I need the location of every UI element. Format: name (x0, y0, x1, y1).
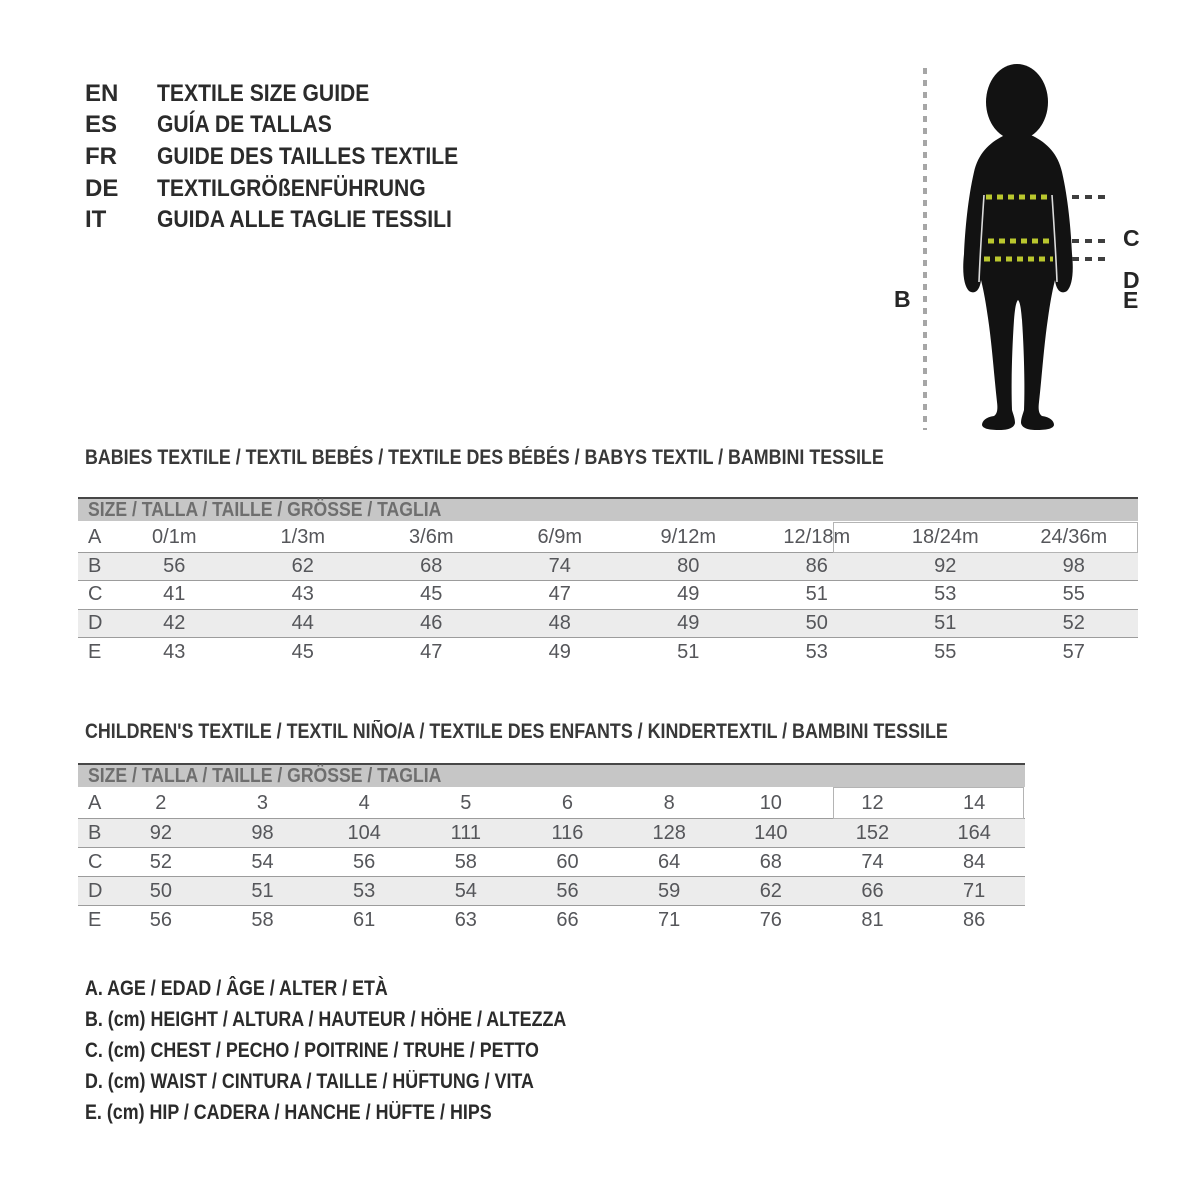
cell-value: 49 (548, 640, 571, 663)
children-selected-size-highlight (833, 787, 1024, 819)
cell-value: 53 (805, 640, 828, 663)
language-code: IT (85, 206, 107, 234)
language-code: ES (85, 111, 118, 139)
language-row (85, 173, 499, 205)
cell-value: 59 (658, 879, 681, 902)
cell-value: 53 (353, 879, 376, 902)
cell-value: 56 (556, 879, 579, 902)
cell-value: 53 (934, 583, 957, 606)
table-row (78, 609, 1138, 638)
cell-value: 128 (652, 821, 686, 844)
children-table-header (78, 763, 1025, 787)
cell-value: 60 (556, 850, 579, 873)
cell-value: 63 (454, 908, 477, 931)
cell-value: 18/24m (911, 525, 979, 548)
table-row (78, 580, 1138, 609)
babies-selected-size-highlight (833, 522, 1138, 553)
table-row (78, 637, 1138, 666)
cell-value: 50 (805, 612, 828, 635)
cell-value: 68 (759, 850, 782, 873)
language-label: GUIDE DES TAILLES TEXTILE (157, 142, 459, 170)
cell-value: 84 (963, 850, 986, 873)
child-figure (880, 40, 1180, 460)
cell-value: 6 (561, 792, 574, 814)
language-row (85, 204, 499, 236)
row-label: C (88, 583, 103, 606)
cell-value: 6/9m (537, 525, 582, 548)
children-title-text: CHILDREN'S TEXTILE / TEXTIL NIÑO/A / TEXTILE DES ENFANTS / KINDERTEXTIL / BAMBINI TESSILE (85, 720, 948, 743)
row-label: E (88, 908, 102, 931)
cell-value: 71 (658, 908, 681, 931)
cell-value: 58 (251, 908, 274, 931)
language-row (85, 141, 499, 173)
cell-value: 3/6m (409, 525, 454, 548)
language-code: EN (85, 79, 119, 107)
legend-row (85, 1036, 651, 1067)
cell-value: 47 (420, 640, 443, 663)
legend-text: D. (cm) WAIST / CINTURA / TAILLE / HÜFTUNG / VITA (85, 1069, 534, 1093)
cell-value: 104 (347, 821, 381, 844)
cell-value: 49 (677, 612, 700, 635)
cell-value: 8 (663, 792, 675, 814)
cell-value: 86 (963, 908, 986, 931)
table-row (78, 552, 1138, 581)
cell-value: 2 (155, 792, 167, 814)
legend-text: B. (cm) HEIGHT / ALTURA / HAUTEUR / HÖHE / ALTEZZA (85, 1008, 567, 1032)
cell-value: 0/1m (152, 525, 197, 548)
cell-value: 111 (450, 821, 482, 844)
measurement-legend (85, 974, 651, 1128)
waist-label: D (1123, 267, 1140, 293)
table-row (78, 905, 1025, 934)
cell-value: 47 (548, 583, 571, 606)
cell-value: 61 (353, 908, 376, 931)
cell-value: 71 (963, 879, 986, 902)
cell-value: 54 (251, 850, 274, 873)
cell-value: 46 (420, 612, 443, 635)
table-row (78, 847, 1025, 876)
cell-value: 48 (548, 612, 571, 635)
cell-value: 51 (677, 640, 700, 663)
cell-value: 24/36m (1040, 525, 1108, 548)
cell-value: 56 (149, 908, 172, 931)
child-silhouette (963, 64, 1073, 430)
cell-value: 52 (1062, 612, 1085, 635)
legend-text: A. AGE / EDAD / ÂGE / ALTER / ETÀ (85, 977, 388, 1001)
language-guide (85, 78, 499, 236)
row-label: D (88, 612, 103, 635)
language-code: FR (85, 142, 117, 170)
language-label: TEXTILE SIZE GUIDE (157, 79, 370, 107)
cell-value: 164 (957, 821, 991, 844)
cell-value: 92 (934, 554, 957, 577)
cell-value: 45 (420, 583, 443, 606)
cell-value: 57 (1062, 640, 1085, 663)
cell-value: 51 (805, 583, 828, 606)
cell-value: 54 (454, 879, 477, 902)
cell-value: 74 (861, 850, 884, 873)
cell-value: 52 (149, 850, 172, 873)
size-header-label: SIZE / TALLA / TAILLE / GRÖSSE / TAGLIA (88, 498, 442, 521)
hip-label: E (1123, 287, 1139, 313)
cell-value: 12 (861, 792, 884, 814)
cell-value: 42 (163, 612, 186, 635)
language-label: GUIDA ALLE TAGLIE TESSILI (157, 206, 452, 234)
cell-value: 80 (677, 554, 700, 577)
row-label: E (88, 640, 102, 663)
language-row (85, 110, 499, 142)
cell-value: 1/3m (280, 525, 325, 548)
cell-value: 98 (251, 821, 274, 844)
cell-value: 66 (556, 908, 579, 931)
cell-value: 51 (251, 879, 274, 902)
cell-value: 62 (291, 554, 314, 577)
row-label: B (88, 821, 102, 844)
silhouette-head (986, 64, 1048, 140)
cell-value: 140 (754, 821, 788, 844)
size-header-label: SIZE / TALLA / TAILLE / GRÖSSE / TAGLIA (88, 764, 442, 787)
cell-value: 76 (759, 908, 782, 931)
cell-value: 3 (256, 792, 269, 814)
cell-value: 66 (861, 879, 884, 902)
cell-value: 56 (353, 850, 376, 873)
language-label: GUÍA DE TALLAS (157, 111, 332, 139)
cell-value: 64 (658, 850, 681, 873)
cell-value: 55 (1062, 583, 1085, 606)
babies-table-header (78, 497, 1138, 521)
cell-value: 44 (291, 612, 314, 635)
legend-row (85, 974, 651, 1005)
height-label: B (894, 286, 911, 312)
cell-value: 152 (855, 821, 890, 844)
cell-value: 5 (460, 792, 472, 814)
cell-value: 41 (163, 583, 186, 606)
cell-value: 10 (759, 792, 782, 814)
cell-value: 68 (420, 554, 443, 577)
cell-value: 50 (149, 879, 172, 902)
cell-value: 74 (548, 554, 571, 577)
cell-value: 43 (163, 640, 186, 663)
cell-value: 56 (163, 554, 186, 577)
legend-row (85, 1097, 651, 1128)
legend-text: C. (cm) CHEST / PECHO / POITRINE / TRUHE / PETTO (85, 1038, 539, 1062)
cell-value: 62 (759, 879, 782, 902)
cell-value: 9/12m (660, 525, 717, 548)
language-row (85, 78, 499, 110)
cell-value: 4 (358, 792, 370, 814)
legend-text: E. (cm) HIP / CADERA / HANCHE / HÜFTE / HIPS (85, 1100, 492, 1124)
cell-value: 49 (677, 583, 700, 606)
row-label: C (88, 850, 103, 873)
table-row (78, 818, 1025, 847)
children-section-title (85, 721, 1100, 743)
row-label: D (88, 879, 103, 902)
cell-value: 14 (963, 792, 986, 814)
cell-value: 51 (934, 612, 957, 635)
legend-row (85, 1066, 651, 1097)
cell-value: 86 (805, 554, 828, 577)
cell-value: 43 (291, 583, 314, 606)
chest-label: C (1123, 225, 1140, 251)
cell-value: 81 (861, 908, 884, 931)
cell-value: 45 (291, 640, 314, 663)
row-label: A (88, 792, 102, 814)
cell-value: 98 (1062, 554, 1085, 577)
cell-value: 92 (149, 821, 172, 844)
legend-row (85, 1005, 651, 1036)
cell-value: 55 (934, 640, 957, 663)
language-label: TEXTILGRÖßENFÜHRUNG (157, 174, 426, 202)
language-code: DE (85, 174, 119, 202)
cell-value: 116 (551, 821, 584, 844)
babies-section-title (85, 447, 1025, 469)
cell-value: 58 (454, 850, 477, 873)
table-row (78, 876, 1025, 905)
row-label: A (88, 525, 102, 548)
babies-title-text: BABIES TEXTILE / TEXTIL BEBÉS / TEXTILE DES BÉBÉS / BABYS TEXTIL / BAMBINI TESSILE (85, 446, 884, 469)
row-label: B (88, 554, 102, 577)
cell-value: 12/18m (783, 525, 851, 548)
